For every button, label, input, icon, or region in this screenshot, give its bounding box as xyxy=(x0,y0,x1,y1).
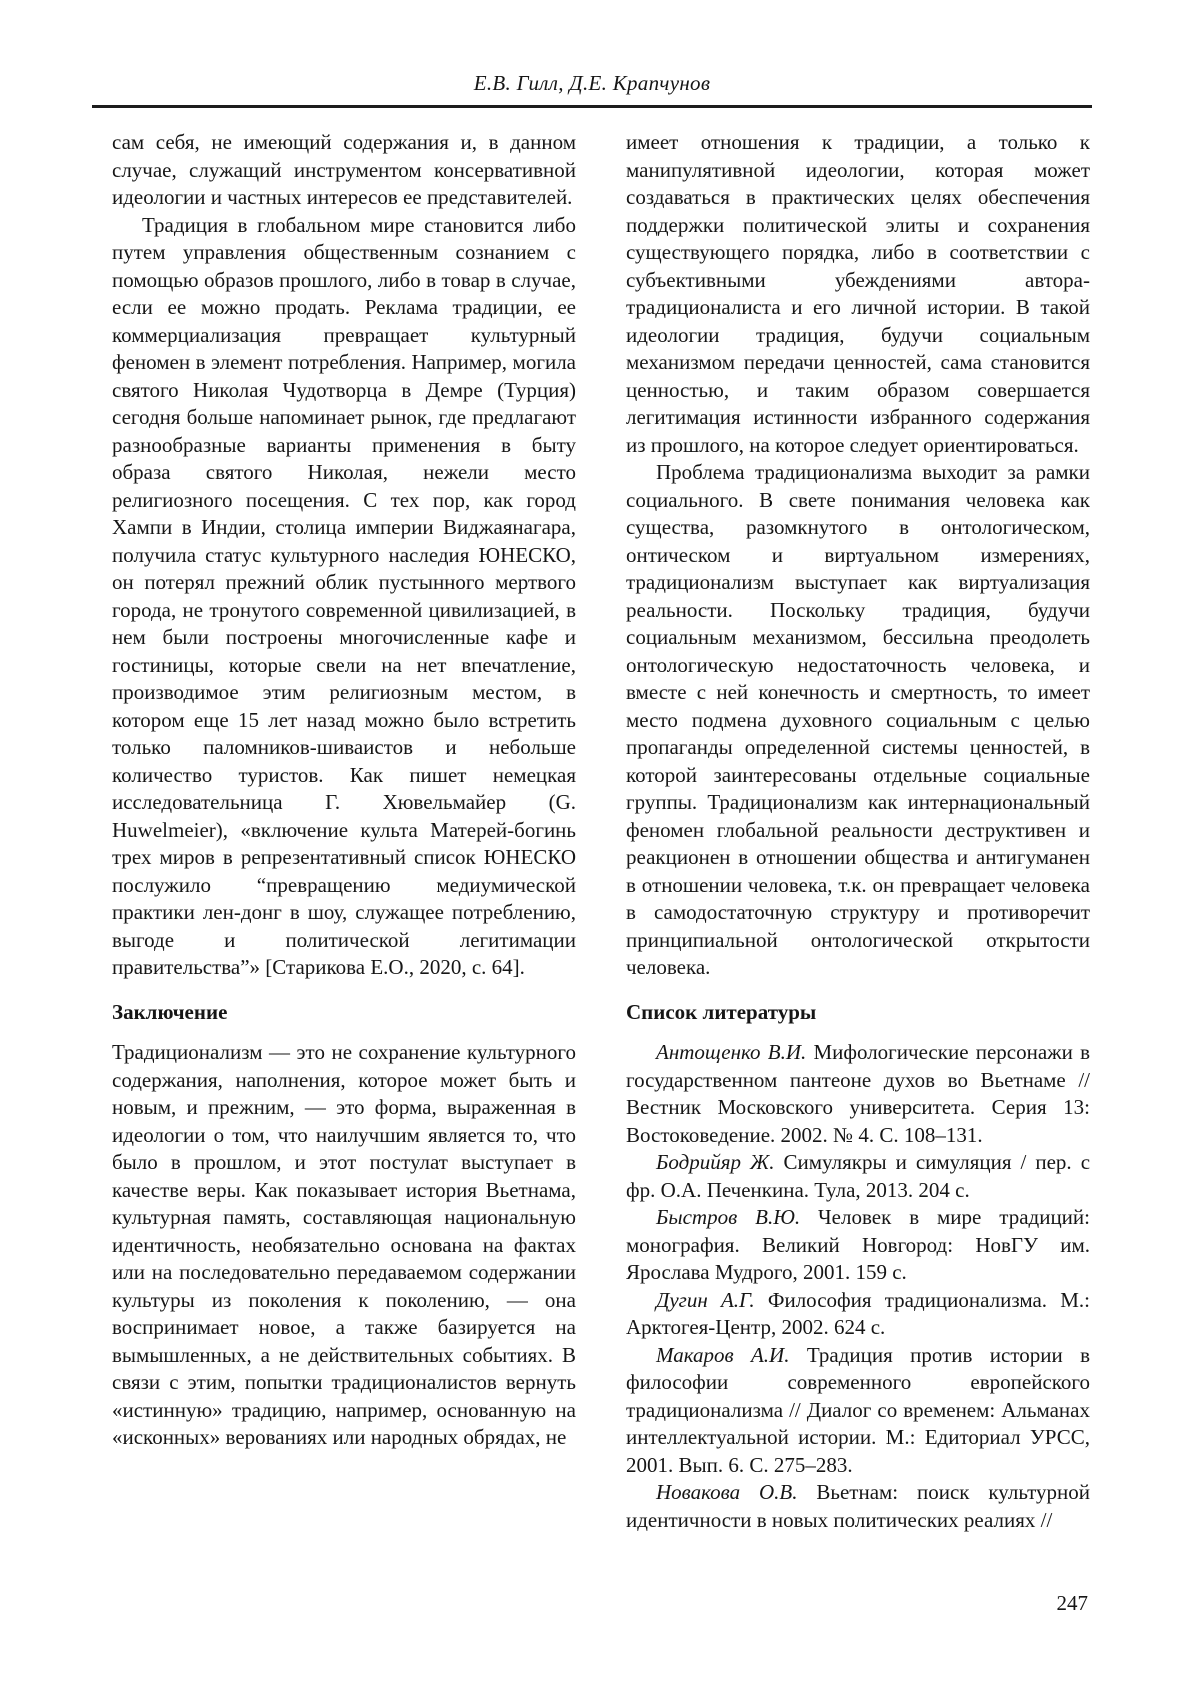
reference-item xyxy=(626,1039,1090,1149)
reference-author: Быстров В.Ю. xyxy=(656,1205,801,1229)
reference-author: Антощенко В.И. xyxy=(656,1040,807,1064)
reference-author: Макаров А.И. xyxy=(656,1342,790,1367)
reference-text: Мифологические персонажи в государственном пантеоне духов во Вьетнаме // Вестник Московского университета. Серия 13: Востоковедение. 2002. № 4. С. 108–131. xyxy=(626,1040,1091,1147)
body-paragraph: имеет отношения к традиции, а только к манипулятивной идеологии, которая может создаваться в практических целях обеспечения поддержки политической элиты и сохранения существующего порядка, либо в соответствии с субъективными убеждениями автора-традиционалиста и его личной истории. В такой идеологии традиция, будучи социальным механизмом передачи ценностей, сама становится ценностью, и таким образом совершается легитимация истинности избранного содержания из прошлого, на которое следует ориентироваться. xyxy=(626,130,1090,457)
reference-author: Новакова О.В. xyxy=(656,1480,798,1504)
reference-item xyxy=(626,1204,1090,1287)
running-header xyxy=(92,0,1092,108)
body-paragraph: Традиция в глобальном мире становится либо путем управления общественным сознанием с помощью образов прошлого, либо в товар в случае, если ее можно продать. Реклама традиции, ее коммерциализация превращает культурный феномен в элемент потребления. Например, могила святого Николая Чудотворца в Демре (Турция) сегодня больше напоминает рынок, где предлагают разнообразные варианты применения в быту образа святого Николая, нежели место религиозного посещения. С тех пор, как город Хампи в Индии, столица империи Виджаянагара, получила статус культурного наследия ЮНЕСКО, он потерял прежний облик пустынного мертвого города, не тронутого современной цивилизацией, в нем были построены многочисленные кафе и гостиницы, которые свели на нет впечатление, производимое этим религиозным местом, в котором еще 15 лет назад можно было встретить только паломников-шиваистов и небольше количество туристов. Как пишет немецкая исследовательница Г. Хювельмайер (G. Huwelmeier), «включение культа Матерей-богинь трех миров в репрезентативный список ЮНЕСКО послужило “превращению медиумической практики лен-донг в шоу, служащее потреблению, выгоде и политической легитимации правительства”» [Старикова Е.О., 2020, с. 64]. xyxy=(112,212,576,979)
reference-item xyxy=(626,1287,1090,1342)
header-authors: Е.В. Гилл, Д.Е. Крапчунов xyxy=(473,71,711,95)
reference-author: Бодрийяр Ж. xyxy=(656,1150,775,1174)
reference-item xyxy=(626,1479,1090,1534)
reference-item xyxy=(626,1342,1090,1480)
reference-text: Философия традиционализма. М.: Арктогея-Центр, 2002. 624 с. xyxy=(626,1287,1090,1339)
section-heading-references: Список литературы xyxy=(626,999,817,1024)
left-column xyxy=(112,129,576,1534)
body-paragraph: Проблема традиционализма выходит за рамки социального. В свете понимания человека как существа, разомкнутого в онтологическом, онтическом и виртуальном измерениях, традиционализм выступает как виртуализация реальности. Поскольку традиция, будучи социальным механизмом, бессильна преодолеть онтологическую недостаточность человека, и вместе с ней конечность и смертность, то имеет место подмена духовного социальным с целью пропаганды определенной системы ценностей, в которой заинтересованы отдельные социальные группы. Традиционализм как интернациональный феномен глобальной реальности деструктивен и реакционен в отношении общества и антигуманен в отношении человека, т.к. он превращает человека в самодостаточную структуру и противоречит принципиальной онтологической открытости человека. xyxy=(626,460,1090,979)
right-column xyxy=(626,129,1090,1534)
reference-text: Человек в мире традиций: монография. Великий Новгород: НовГУ им. Ярослава Мудрого, 2001. 159 с. xyxy=(626,1205,1090,1284)
reference-text: Симулякры и симуляция / пер. с фр. О.А. Печенкина. Тула, 2013. 204 с. xyxy=(626,1150,1091,1202)
content-columns xyxy=(112,129,1090,1534)
reference-author: Дугин А.Г. xyxy=(656,1287,755,1312)
body-paragraph: сам себя, не имеющий содержания и, в данном случае, служащий инструментом консервативной идеологии и частных интересов ее представителей. xyxy=(112,130,576,209)
page-number: 247 xyxy=(1056,1591,1088,1615)
reference-item xyxy=(626,1149,1090,1204)
reference-text: Вьетнам: поиск культурной идентичности в новых политических реалиях // xyxy=(626,1480,1090,1532)
reference-text: Традиция против истории в философии современного европейского традиционализма // Диалог со временем: Альманах интеллектуальной истории. М.: Едиториал УРСС, 2001. Вып. 6. С. 275–283. xyxy=(626,1342,1091,1477)
section-heading-conclusion: Заключение xyxy=(112,999,228,1024)
header-rule xyxy=(92,105,1092,108)
body-paragraph: Традиционализм — это не сохранение культурного содержания, наполнения, которое может быть и новым, и прежним, — это форма, выраженная в идеологии о том, что наилучшим является то, что было в прошлом, и этот постулат выступает в качестве веры. Как показывает история Вьетнама, культурная память, составляющая национальную идентичность, необязательно основана на фактах или на последовательно передаваемом содержании культуры из поколения к поколению, — она воспринимает новое, а также базируется на вымышленных, а не действительных событиях. В связи с этим, попытки традиционалистов вернуть «истинную» традицию, например, основанную на «исконных» верованиях или народных обрядах, не xyxy=(112,1040,576,1449)
